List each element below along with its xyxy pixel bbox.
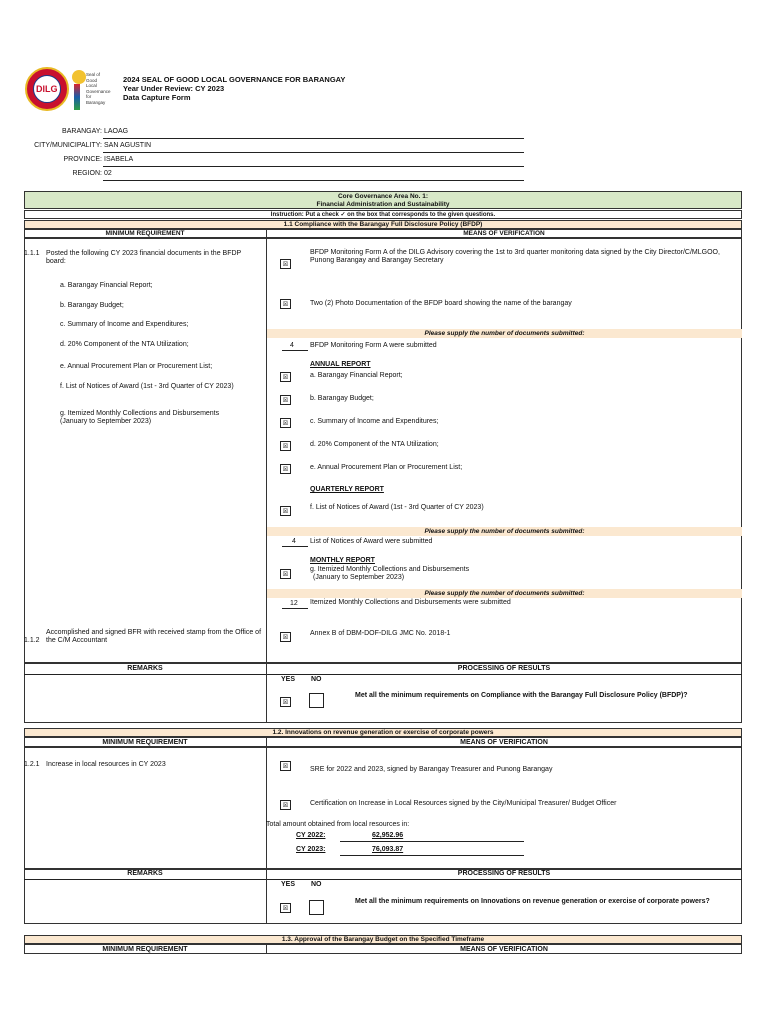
count-value[interactable]: 4 [290, 342, 294, 349]
barangay-value[interactable]: LAOAG [104, 128, 129, 135]
req-number: 1.2.1 [24, 761, 40, 768]
yes-checkbox[interactable]: ☒ [280, 903, 291, 913]
quarterly-report-heading: QUARTERLY REPORT [310, 486, 384, 493]
supply-note: Please supply the number of documents submitted: [267, 589, 742, 598]
count-value[interactable]: 4 [292, 538, 296, 545]
mov-text: Two (2) Photo Documentation of the BFDP board showing the name of the barangay [310, 300, 572, 307]
mov-item: f. List of Notices of Award (1st - 3rd Quarter of CY 2023) [310, 504, 484, 511]
count-text: BFDP Monitoring Form A were submitted [310, 342, 437, 349]
dilg-logo-text: DILG [36, 84, 58, 94]
region-label: REGION: [72, 170, 102, 177]
sun-icon [72, 70, 86, 84]
remarks-header: REMARKS [127, 870, 163, 877]
yes-checkbox[interactable]: ☒ [280, 697, 291, 707]
total-label: Total amount obtained from local resources in: [266, 821, 410, 828]
seal-line: Local [86, 83, 97, 88]
min-req-header: MINIMUM REQUIREMENT [105, 230, 185, 237]
seal-line: Seal of [86, 72, 101, 77]
checkbox[interactable]: ☒ [280, 299, 291, 309]
checkbox[interactable]: ☒ [280, 441, 291, 451]
req-item: f. List of Notices of Award (1st - 3rd Quarter of CY 2023) [60, 383, 234, 390]
means-header: MEANS OF VERIFICATION [463, 230, 545, 237]
req-item: (January to September 2023) [60, 418, 152, 425]
mov-item: b. Barangay Budget; [310, 395, 374, 402]
count-value[interactable]: 12 [290, 600, 298, 607]
count-text: List of Notices of Award were submitted [310, 538, 433, 545]
req-item: e. Annual Procurement Plan or Procurement List; [60, 363, 213, 370]
supply-note: Please supply the number of documents submitted: [267, 527, 742, 536]
requirement-text: Posted the following CY 2023 financial documents in the BFDP board: [46, 250, 242, 265]
core-area-subtitle: Financial Administration and Sustainability [316, 201, 450, 208]
cy2023-label: CY 2023: [296, 846, 326, 853]
checkbox[interactable]: ☒ [280, 464, 291, 474]
mov-item: d. 20% Component of the NTA Utilization; [310, 441, 439, 448]
mov-text: BFDP Monitoring Form A of the DILG Advisory covering the 1st to 3rd quarter monitoring data signed by the City Director/C/MLGOO, Punong Barangay and Barangay Secretary [310, 249, 720, 264]
cy2023-value[interactable]: 76,093.87 [372, 846, 404, 853]
mov-item: e. Annual Procurement Plan or Procurement List; [310, 464, 463, 471]
processing-header: PROCESSING OF RESULTS [457, 665, 551, 672]
processing-header: PROCESSING OF RESULTS [457, 870, 551, 877]
checkbox[interactable]: ☒ [280, 632, 291, 642]
result-question: Met all the minimum requirements on Compliance with the Barangay Full Disclosure Policy (BFDP)? [355, 692, 688, 699]
mov-text: Annex B of DBM-DOF-DILG JMC No. 2018-1 [310, 630, 451, 637]
checkbox[interactable]: ☒ [280, 800, 291, 810]
requirement-text: Accomplished and signed BFR with received stamp from the Office of the C/M Accountant [46, 629, 262, 644]
no-label: NO [311, 676, 322, 683]
section-1-1-title: 1.1 Compliance with the Barangay Full Disclosure Policy (BFDP) [24, 220, 742, 229]
req-item: b. Barangay Budget; [60, 302, 124, 309]
seal-logo [72, 68, 112, 110]
region-value[interactable]: 02 [104, 170, 112, 177]
requirement-text: Increase in local resources in CY 2023 [46, 761, 166, 768]
no-checkbox[interactable] [309, 693, 324, 708]
section-1-3-title: 1.3. Approval of the Barangay Budget on the Specified Timeframe [24, 935, 742, 944]
checkbox[interactable]: ☒ [280, 761, 291, 771]
instruction: Instruction: Put a check ✓ on the box that corresponds to the given questions. [24, 210, 742, 219]
checkbox[interactable]: ☒ [280, 395, 291, 405]
checkbox[interactable]: ☒ [280, 569, 291, 579]
section-1-2-title: 1.2. Innovations on revenue generation or exercise of corporate powers [24, 728, 742, 737]
barangay-label: BARANGAY: [62, 128, 102, 135]
req-item: d. 20% Component of the NTA Utilization; [60, 341, 189, 348]
mov-text: SRE for 2022 and 2023, signed by Barangay Treasurer and Punong Barangay [310, 766, 553, 773]
mov-item: c. Summary of Income and Expenditures; [310, 418, 439, 425]
no-label: NO [311, 881, 322, 888]
mov-text: Certification on Increase in Local Resources signed by the City/Municipal Treasurer/ Budget Officer [310, 800, 617, 807]
min-req-header: MINIMUM REQUIREMENT [102, 739, 188, 746]
req-item: g. Itemized Monthly Collections and Disbursements [60, 410, 220, 417]
province-label: PROVINCE: [63, 156, 102, 163]
cy2022-label: CY 2022: [296, 832, 326, 839]
checkbox[interactable]: ☒ [280, 418, 291, 428]
province-value[interactable]: ISABELA [104, 156, 134, 163]
checkbox[interactable]: ☒ [280, 372, 291, 382]
city-value[interactable]: SAN AGUSTIN [104, 142, 152, 149]
mov-item: (January to September 2023) [313, 574, 405, 581]
cy2022-value[interactable]: 62,952.96 [372, 832, 404, 839]
remarks-header: REMARKS [127, 665, 163, 672]
seal-line: Barangay [86, 99, 106, 105]
means-header: MEANS OF VERIFICATION [460, 946, 548, 953]
seal-line: Governance for [86, 88, 111, 99]
mov-item: a. Barangay Financial Report; [310, 372, 403, 379]
annual-report-heading: ANNUAL REPORT [310, 361, 371, 368]
monthly-report-heading: MONTHLY REPORT [310, 557, 375, 564]
form-subtitle: Data Capture Form [123, 93, 191, 102]
yes-label: YES [281, 676, 296, 683]
checkbox[interactable]: ☒ [280, 506, 291, 516]
form-title: 2024 SEAL OF GOOD LOCAL GOVERNANCE FOR BARANGAY [123, 75, 346, 84]
req-number: 1.1.2 [24, 637, 40, 644]
count-text: Itemized Monthly Collections and Disbursements were submitted [310, 599, 511, 606]
seal-line: Good [86, 77, 98, 83]
no-checkbox[interactable] [309, 900, 324, 915]
city-label: CITY/MUNICIPALITY: [34, 142, 102, 149]
yes-label: YES [281, 881, 296, 888]
year-under-review: Year Under Review: CY 2023 [123, 84, 225, 93]
core-area-band [24, 191, 742, 209]
core-area-title: Core Governance Area No. 1: [337, 193, 429, 200]
req-item: a. Barangay Financial Report; [60, 282, 153, 289]
supply-note: Please supply the number of documents submitted: [267, 329, 742, 338]
means-header: MEANS OF VERIFICATION [460, 739, 548, 746]
mov-item: g. Itemized Monthly Collections and Disbursements [310, 566, 470, 573]
req-number: 1.1.1 [24, 250, 40, 257]
req-item: c. Summary of Income and Expenditures; [60, 321, 189, 328]
dilg-logo [25, 67, 69, 111]
min-req-header: MINIMUM REQUIREMENT [102, 946, 188, 953]
checkbox[interactable]: ☒ [280, 259, 291, 269]
result-question: Met all the minimum requirements on Innovations on revenue generation or exercise of corporate powers? [355, 898, 710, 905]
